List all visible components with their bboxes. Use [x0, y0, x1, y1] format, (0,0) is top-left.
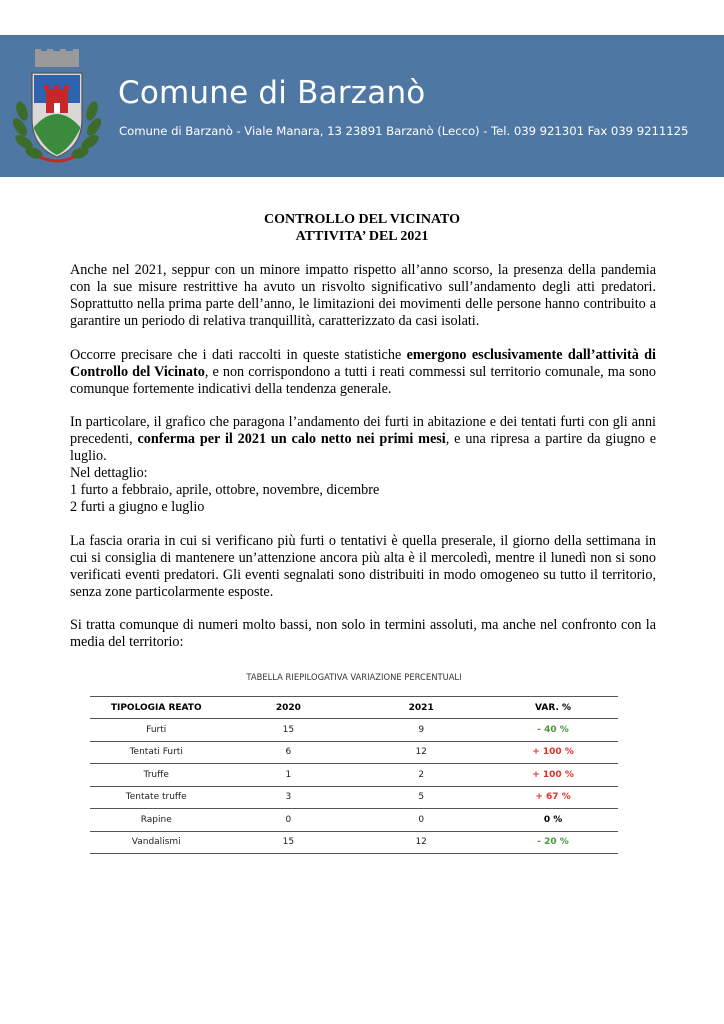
value-2021-cell: 12 [354, 741, 488, 764]
crime-type-cell: Tentati Furti [90, 741, 222, 764]
town-address: Comune di Barzanò - Viale Manara, 13 23891 Barzanò (Lecco) - Tel. 039 921301 Fax 039 9211125 [119, 124, 689, 138]
document-subtitle: ATTIVITA’ DEL 2021 [295, 229, 429, 244]
paragraph-emphasis: conferma per il 2021 un calo netto nei primi mesi [137, 431, 446, 447]
variation-cell: - 40 % [488, 719, 618, 742]
value-2021-cell: 9 [354, 719, 488, 742]
letterhead-banner [0, 35, 724, 177]
paragraph-text: , e una ripresa a partire da giugno e luglio. [70, 431, 656, 464]
column-header: 2021 [354, 697, 488, 719]
paragraph-time-slots: La fascia oraria in cui si verificano più furti o tentativi è quella preserale, il giorno della settimana in cui si consiglia di mantenere un’attenzione ancora più alta è il mercoledì, mentre il lunedì non si sono verificati eventi predatori. Gli eventi segnalati sono distribuiti in modo omogeneo su tutto il territorio, senza zone particolarmente esposte. [70, 533, 656, 600]
value-2021-cell: 12 [354, 831, 488, 854]
value-2021-cell: 2 [354, 764, 488, 787]
table-header-row [90, 697, 618, 719]
column-header: 2020 [222, 697, 354, 719]
municipal-crest-icon [10, 49, 104, 165]
variation-cell: 0 % [488, 809, 618, 832]
variation-cell: + 67 % [488, 786, 618, 809]
crime-type-cell: Rapine [90, 809, 222, 832]
value-2020-cell: 0 [222, 809, 354, 832]
document-title: CONTROLLO DEL VICINATO [263, 212, 461, 227]
variation-cell: + 100 % [488, 741, 618, 764]
detail-line: 1 furto a febbraio, aprile, ottobre, novembre, dicembre [70, 482, 380, 498]
table-row [90, 741, 618, 764]
table-row [90, 809, 618, 832]
variation-cell: + 100 % [488, 764, 618, 787]
value-2021-cell: 5 [354, 786, 488, 809]
paragraph-trend [70, 414, 656, 516]
detail-line: 2 furti a giugno e luglio [70, 499, 205, 515]
crime-type-cell: Tentate truffe [90, 786, 222, 809]
crime-type-cell: Vandalismi [90, 831, 222, 854]
value-2020-cell: 1 [222, 764, 354, 787]
paragraph-text: In particolare, il grafico che paragona l’andamento dei furti in abitazione e dei tentati furti con gli anni precedenti, [70, 414, 656, 447]
value-2020-cell: 3 [222, 786, 354, 809]
town-name: Comune di Barzanò [118, 75, 426, 111]
paragraph-text: Occorre precisare che i dati raccolti in queste statistiche [70, 347, 407, 363]
column-header: TIPOLOGIA REATO [90, 697, 222, 719]
table-row [90, 764, 618, 787]
table-row [90, 786, 618, 809]
detail-intro: Nel dettaglio: [70, 465, 148, 481]
value-2020-cell: 15 [222, 831, 354, 854]
value-2020-cell: 15 [222, 719, 354, 742]
crime-type-cell: Truffe [90, 764, 222, 787]
table-row [90, 719, 618, 742]
summary-table [90, 696, 618, 854]
table-caption: TABELLA RIEPILOGATIVA VARIAZIONE PERCENTUALI [246, 672, 462, 682]
summary-table-section [90, 672, 618, 854]
paragraph-conclusion: Si tratta comunque di numeri molto bassi, non solo in termini assoluti, ma anche nel confronto con la media del territorio: [70, 617, 656, 650]
value-2021-cell: 0 [354, 809, 488, 832]
column-header: VAR. % [488, 697, 618, 719]
paragraph-pandemic: Anche nel 2021, seppur con un minore impatto rispetto all’anno scorso, la presenza della pandemia con la sue misure restrittive ha avuto un risvolto significativo sull’andamento degli atti predatori. Soprattutto nella prima parte dell’anno, le limitazioni dei movimenti delle persone hanno contribuito a garantire un periodo di relativa tranquillità, caratterizzato da casi isolati. [70, 262, 656, 329]
paragraph-data-source [70, 347, 656, 398]
value-2020-cell: 6 [222, 741, 354, 764]
paragraph-text: , e non corrispondono a tutti i reati commessi sul territorio comunale, ma sono comunque fortemente indicativi della tendenza generale. [70, 364, 656, 397]
table-row [90, 831, 618, 854]
crime-type-cell: Furti [90, 719, 222, 742]
variation-cell: - 20 % [488, 831, 618, 854]
paragraph-emphasis: emergono esclusivamente dall’attività di Controllo del Vicinato [70, 347, 656, 380]
